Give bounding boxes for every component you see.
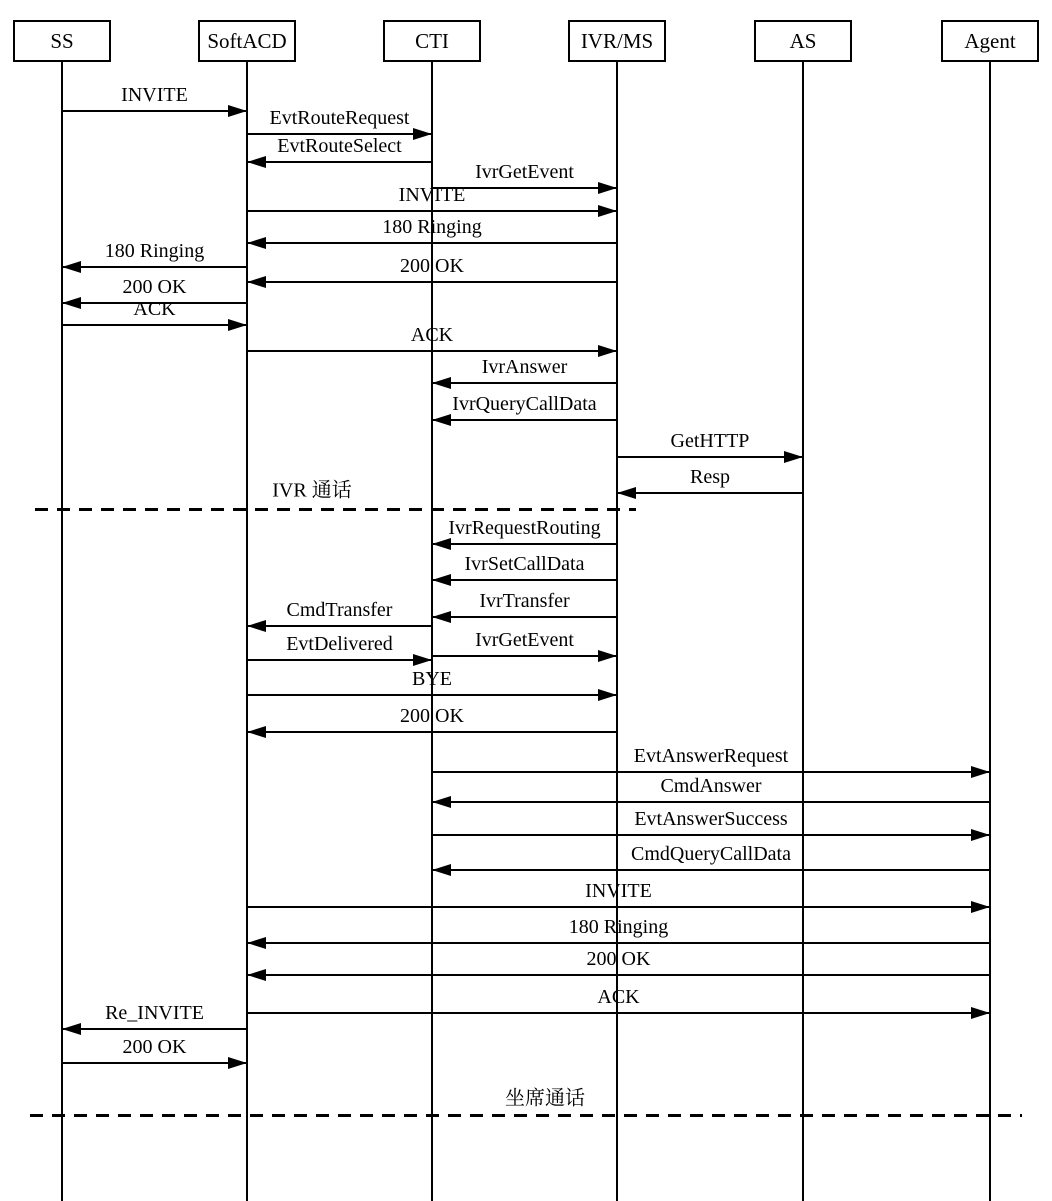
message-line-resp-14 (617, 492, 803, 494)
message-line-cmdanswer-24 (432, 801, 990, 803)
message-label: ACK (410, 324, 454, 346)
message-arrowhead (598, 650, 617, 662)
message-line-evtrouteselect-2 (247, 161, 432, 163)
message-arrowhead (432, 864, 451, 876)
message-line-cmdquerycalldata-26 (432, 869, 990, 871)
message-label: CmdQueryCallData (631, 843, 791, 865)
message-line-180-ringing-6 (62, 266, 247, 268)
phase-label: 坐席通话 (505, 1087, 585, 1110)
message-line-invite-4 (247, 210, 617, 212)
message-arrowhead (784, 451, 803, 463)
message-label: IvrTransfer (479, 590, 570, 612)
participant-label: CTI (415, 28, 449, 53)
message-label: GetHTTP (670, 430, 750, 452)
message-arrowhead (62, 261, 81, 273)
message-label: 200 OK (122, 276, 187, 298)
message-label: IvrAnswer (481, 356, 568, 378)
message-line-gethttp-13 (617, 456, 803, 458)
message-arrowhead (247, 276, 266, 288)
message-label: ACK (597, 986, 640, 1008)
message-label: IvrRequestRouting (448, 517, 601, 539)
message-label: EvtDelivered (286, 633, 393, 655)
message-arrowhead (413, 654, 432, 666)
phase-label: IVR 通话 (272, 479, 352, 502)
message-label: 200 OK (400, 705, 464, 727)
phase-separator-line-1 (30, 1114, 1022, 1117)
message-label: 180 Ringing (104, 240, 205, 262)
message-label: 180 Ringing (382, 216, 482, 238)
message-label: 180 Ringing (568, 916, 669, 938)
message-line-ivrgetevent-19 (432, 655, 617, 657)
participant-label: AS (789, 28, 817, 53)
message-label: CmdTransfer (286, 599, 393, 621)
message-line-ivrquerycalldata-12 (432, 419, 617, 421)
message-arrowhead (432, 377, 451, 389)
participant-label: IVR/MS (580, 28, 654, 53)
message-arrowhead (247, 726, 266, 738)
message-line-invite-0 (62, 110, 247, 112)
message-arrowhead (62, 1023, 81, 1035)
message-label: INVITE (585, 880, 652, 902)
participant-box-ivr-ms (568, 20, 666, 62)
message-label: INVITE (121, 84, 188, 106)
participant-box-cti (383, 20, 481, 62)
message-line-180-ringing-5 (247, 242, 617, 244)
lifeline-as (802, 61, 804, 1201)
message-arrowhead (228, 319, 247, 331)
message-arrowhead (247, 237, 266, 249)
message-line-180-ringing-28 (247, 942, 990, 944)
message-label: EvtRouteSelect (277, 135, 402, 157)
message-label: EvtRouteRequest (269, 107, 410, 129)
message-line-evtanswerrequest-23 (432, 771, 990, 773)
message-line-cmdtransfer-18 (247, 625, 432, 627)
message-arrowhead (432, 414, 451, 426)
message-arrowhead (971, 1007, 990, 1019)
message-arrowhead (432, 611, 451, 623)
lifeline-agent (989, 61, 991, 1201)
message-label: INVITE (398, 184, 466, 206)
message-label: CmdAnswer (660, 775, 762, 797)
message-line-200-ok-32 (62, 1062, 247, 1064)
message-arrowhead (432, 796, 451, 808)
message-line-200-ok-29 (247, 974, 990, 976)
message-arrowhead (971, 829, 990, 841)
message-line-evtdelivered-20 (247, 659, 432, 661)
message-label: IvrGetEvent (475, 161, 574, 183)
participant-label: SS (50, 28, 74, 53)
message-label: IvrSetCallData (464, 553, 585, 575)
message-arrowhead (247, 156, 266, 168)
message-arrowhead (598, 689, 617, 701)
message-line-200-ok-22 (247, 731, 617, 733)
message-line-ack-30 (247, 1012, 990, 1014)
message-line-re-invite-31 (62, 1028, 247, 1030)
message-line-ivranswer-11 (432, 382, 617, 384)
message-label: 200 OK (586, 948, 651, 970)
message-arrowhead (247, 620, 266, 632)
message-line-ivrrequestrouting-15 (432, 543, 617, 545)
participant-label: SoftACD (207, 28, 287, 53)
message-arrowhead (432, 574, 451, 586)
participant-box-agent (941, 20, 1039, 62)
message-label: EvtAnswerSuccess (634, 808, 788, 830)
message-line-evtanswersuccess-25 (432, 834, 990, 836)
message-label: BYE (412, 668, 452, 690)
message-line-ack-10 (247, 350, 617, 352)
message-arrowhead (228, 1057, 247, 1069)
participant-box-ss (13, 20, 111, 62)
phase-separator-line-0 (35, 508, 636, 511)
message-line-ivrtransfer-17 (432, 616, 617, 618)
participant-label: Agent (964, 28, 1016, 53)
message-label: Re_INVITE (105, 1002, 204, 1024)
message-arrowhead (971, 901, 990, 913)
message-arrowhead (432, 538, 451, 550)
message-arrowhead (247, 969, 266, 981)
message-label: 200 OK (122, 1036, 187, 1058)
participant-box-softacd (198, 20, 296, 62)
message-line-ack-9 (62, 324, 247, 326)
message-label: Resp (690, 466, 730, 488)
message-line-ivrsetcalldata-16 (432, 579, 617, 581)
participant-box-as (754, 20, 852, 62)
message-label: IvrQueryCallData (452, 393, 597, 415)
message-arrowhead (228, 105, 247, 117)
message-label: IvrGetEvent (475, 629, 574, 651)
message-line-invite-27 (247, 906, 990, 908)
message-line-200-ok-7 (247, 281, 617, 283)
message-label: ACK (133, 298, 176, 320)
message-arrowhead (617, 487, 636, 499)
message-label: EvtAnswerRequest (633, 745, 789, 767)
message-line-bye-21 (247, 694, 617, 696)
message-label: 200 OK (400, 255, 464, 277)
